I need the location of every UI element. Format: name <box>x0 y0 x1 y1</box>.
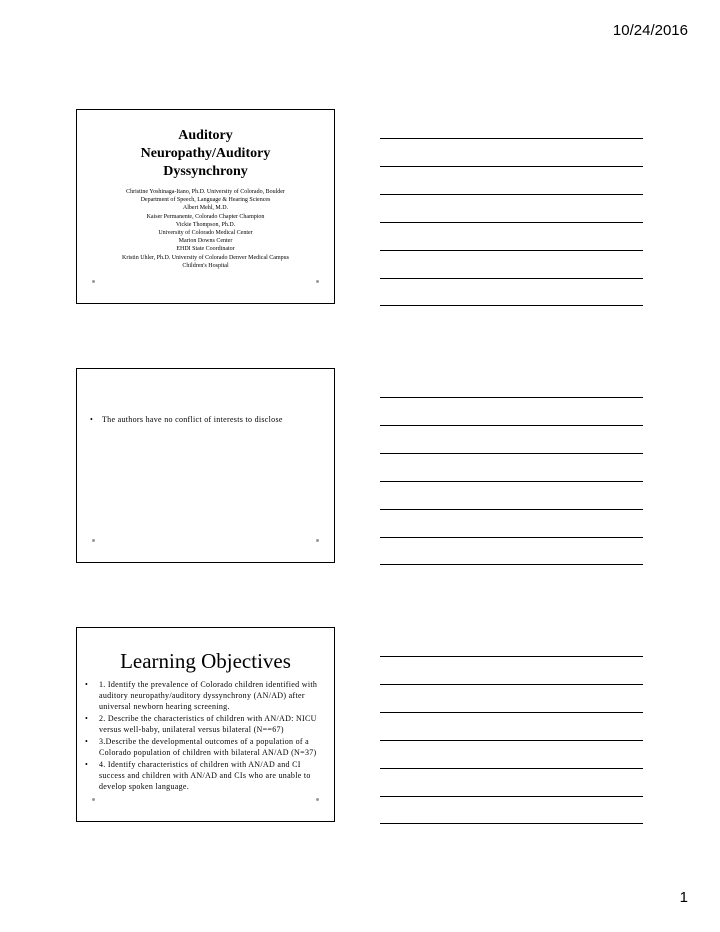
note-line <box>380 564 643 565</box>
note-line <box>380 656 643 657</box>
slide-corner-dot <box>316 280 319 283</box>
objective-list <box>83 679 322 793</box>
slide-learning-objectives <box>76 627 335 822</box>
note-line <box>380 166 643 167</box>
note-line <box>380 481 643 482</box>
title-line: Auditory <box>178 128 233 143</box>
note-line <box>380 509 643 510</box>
objective-item <box>83 759 322 792</box>
slide-corner-dot <box>92 798 95 801</box>
author-line: Christine Yoshinaga-Itano, Ph.D. University of Colorado, Boulder <box>126 189 285 195</box>
note-line <box>380 537 643 538</box>
author-line: Albert Mehl, M.D. <box>182 205 229 212</box>
note-line <box>380 768 643 769</box>
author-line: EHDI State Coordinator <box>176 246 235 253</box>
note-line <box>380 222 643 223</box>
objective-text: 3.Describe the developmental outcomes of a population of a Colorado population of children with bilateral AN/AD (N=37) <box>99 737 317 757</box>
note-line <box>380 712 643 713</box>
slide-heading: Learning Objectives <box>120 649 291 673</box>
bullet-mark: • <box>85 714 89 723</box>
title-line: Dyssynchrony <box>163 164 248 179</box>
author-line: Marion Downs Center <box>178 238 233 245</box>
bullet-mark: • <box>85 680 89 689</box>
author-line: Kaiser Permanente, Colorado Chapter Champion <box>146 213 265 220</box>
slide-corner-dot <box>92 280 95 283</box>
note-line <box>380 684 643 685</box>
note-line <box>380 250 643 251</box>
note-line <box>380 305 643 306</box>
bullet-mark: • <box>85 737 89 746</box>
objective-item <box>83 713 322 735</box>
objective-item <box>83 679 322 712</box>
disclosure-bullet <box>90 414 324 425</box>
slide-title-heading <box>77 127 334 181</box>
author-line: Children's Hospital <box>182 262 229 269</box>
author-line: Vickie Thompson, Ph.D. <box>175 221 236 228</box>
author-line: University of Colorado Medical Center <box>158 230 253 237</box>
slide-corner-dot <box>316 798 319 801</box>
objective-text: 4. Identify characteristics of children with AN/AD and CI success and children with AN/AD and CIs who are unable to develop spoken language. <box>99 760 311 791</box>
note-line <box>380 397 643 398</box>
bullet-mark: • <box>90 415 94 424</box>
author-line: Department of Speech, Language & Hearing Sciences <box>140 197 271 204</box>
note-line <box>380 425 643 426</box>
note-line <box>380 278 643 279</box>
slide-title <box>76 109 335 304</box>
page-date: 10/24/2016 <box>612 22 688 39</box>
slide-disclosure <box>76 368 335 563</box>
author-line: Kristin Uhler, Ph.D. University of Colorado Denver Medical Campus <box>122 254 289 261</box>
title-line: Neuropathy/Auditory <box>140 146 271 161</box>
note-line <box>380 194 643 195</box>
slide-corner-dot <box>92 539 95 542</box>
note-line <box>380 823 643 824</box>
note-line <box>380 740 643 741</box>
bullet-mark: • <box>85 760 89 769</box>
objective-text: 2. Describe the characteristics of children with AN/AD: NICU versus well-baby, unilateral versus bilateral (N==67) <box>99 714 317 734</box>
note-line <box>380 138 643 139</box>
note-line <box>380 453 643 454</box>
objective-text: 1. Identify the prevalence of Colorado children identified with auditory neuropathy/auditory dyssynchrony (AN/AD) after universal newborn hearing screening. <box>99 680 318 711</box>
page-number: 1 <box>679 889 688 906</box>
author-list <box>77 188 334 270</box>
objective-item <box>83 736 322 758</box>
slide-corner-dot <box>316 539 319 542</box>
note-line <box>380 796 643 797</box>
disclosure-text: The authors have no conflict of interests to disclose <box>102 415 283 424</box>
